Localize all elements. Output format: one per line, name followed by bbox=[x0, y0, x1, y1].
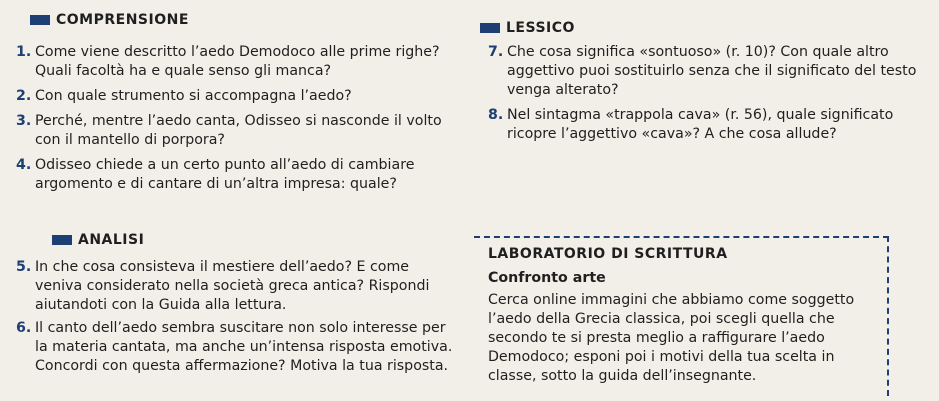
question-5 bbox=[8, 258, 460, 315]
question-number: 4. bbox=[16, 157, 32, 173]
question-1 bbox=[8, 43, 460, 81]
question-number: 5. bbox=[16, 259, 32, 275]
comprensione-heading bbox=[30, 12, 189, 28]
question-text: Il canto dell’aedo sembra suscitare non solo interesse per la materia cantata, ma anche un’intensa risposta emotiva. Concordi con questa affermazione? Motiva la tua risposta. bbox=[35, 320, 453, 374]
question-2 bbox=[8, 87, 460, 106]
laboratorio-title: LABORATORIO DI SCRITTURA bbox=[488, 246, 728, 262]
comprensione-title: COMPRENSIONE bbox=[56, 12, 189, 28]
question-6 bbox=[8, 319, 460, 376]
analisi-list bbox=[8, 258, 460, 382]
question-number: 2. bbox=[16, 88, 32, 104]
analisi-heading bbox=[52, 232, 144, 248]
question-text: Perché, mentre l’aedo canta, Odisseo si nasconde il volto con il mantello di porpora? bbox=[35, 113, 442, 148]
question-number: 8. bbox=[488, 107, 504, 123]
question-text: Nel sintagma «trappola cava» (r. 56), quale significato ricopre l’aggettivo «cava»? A che cosa allude? bbox=[507, 107, 894, 142]
laboratorio-subtitle: Confronto arte bbox=[488, 270, 606, 286]
section-marker-icon bbox=[30, 15, 50, 25]
question-number: 3. bbox=[16, 113, 32, 129]
question-8 bbox=[480, 106, 930, 144]
question-text: In che cosa consisteva il mestiere dell’aedo? E come veniva considerato nella società greca antica? Rispondi aiutandoti con la Guida alla lettura. bbox=[35, 259, 430, 313]
laboratorio-box bbox=[474, 236, 889, 396]
analisi-title: ANALISI bbox=[78, 232, 145, 248]
question-4 bbox=[8, 156, 460, 194]
question-number: 6. bbox=[16, 320, 32, 336]
question-text: Come viene descritto l’aedo Demodoco alle prime righe? Quali facoltà ha e quale senso gli manca? bbox=[35, 44, 440, 79]
question-text: Che cosa significa «sontuoso» (r. 10)? Con quale altro aggettivo puoi sostituirlo senza che il significato del testo venga alterato? bbox=[507, 44, 917, 98]
section-marker-icon bbox=[480, 23, 500, 33]
section-marker-icon bbox=[52, 235, 72, 245]
question-3 bbox=[8, 112, 460, 150]
question-7 bbox=[480, 43, 930, 100]
lessico-list bbox=[480, 43, 930, 150]
question-text: Odisseo chiede a un certo punto all’aedo di cambiare argomento e di cantare di un’altra impresa: quale? bbox=[35, 157, 415, 192]
lessico-title: LESSICO bbox=[506, 20, 575, 36]
question-text: Con quale strumento si accompagna l’aedo? bbox=[35, 88, 352, 104]
comprensione-list bbox=[8, 43, 460, 200]
question-number: 1. bbox=[16, 44, 32, 60]
question-number: 7. bbox=[488, 44, 504, 60]
laboratorio-text: Cerca online immagini che abbiamo come soggetto l’aedo della Grecia classica, poi scegli quella che secondo te si presta meglio a raffigurare l’aedo Demodoco; esponi poi i motivi della tua scelta in classe, sotto la guida dell’insegnante. bbox=[488, 292, 855, 384]
lessico-heading bbox=[480, 20, 575, 36]
